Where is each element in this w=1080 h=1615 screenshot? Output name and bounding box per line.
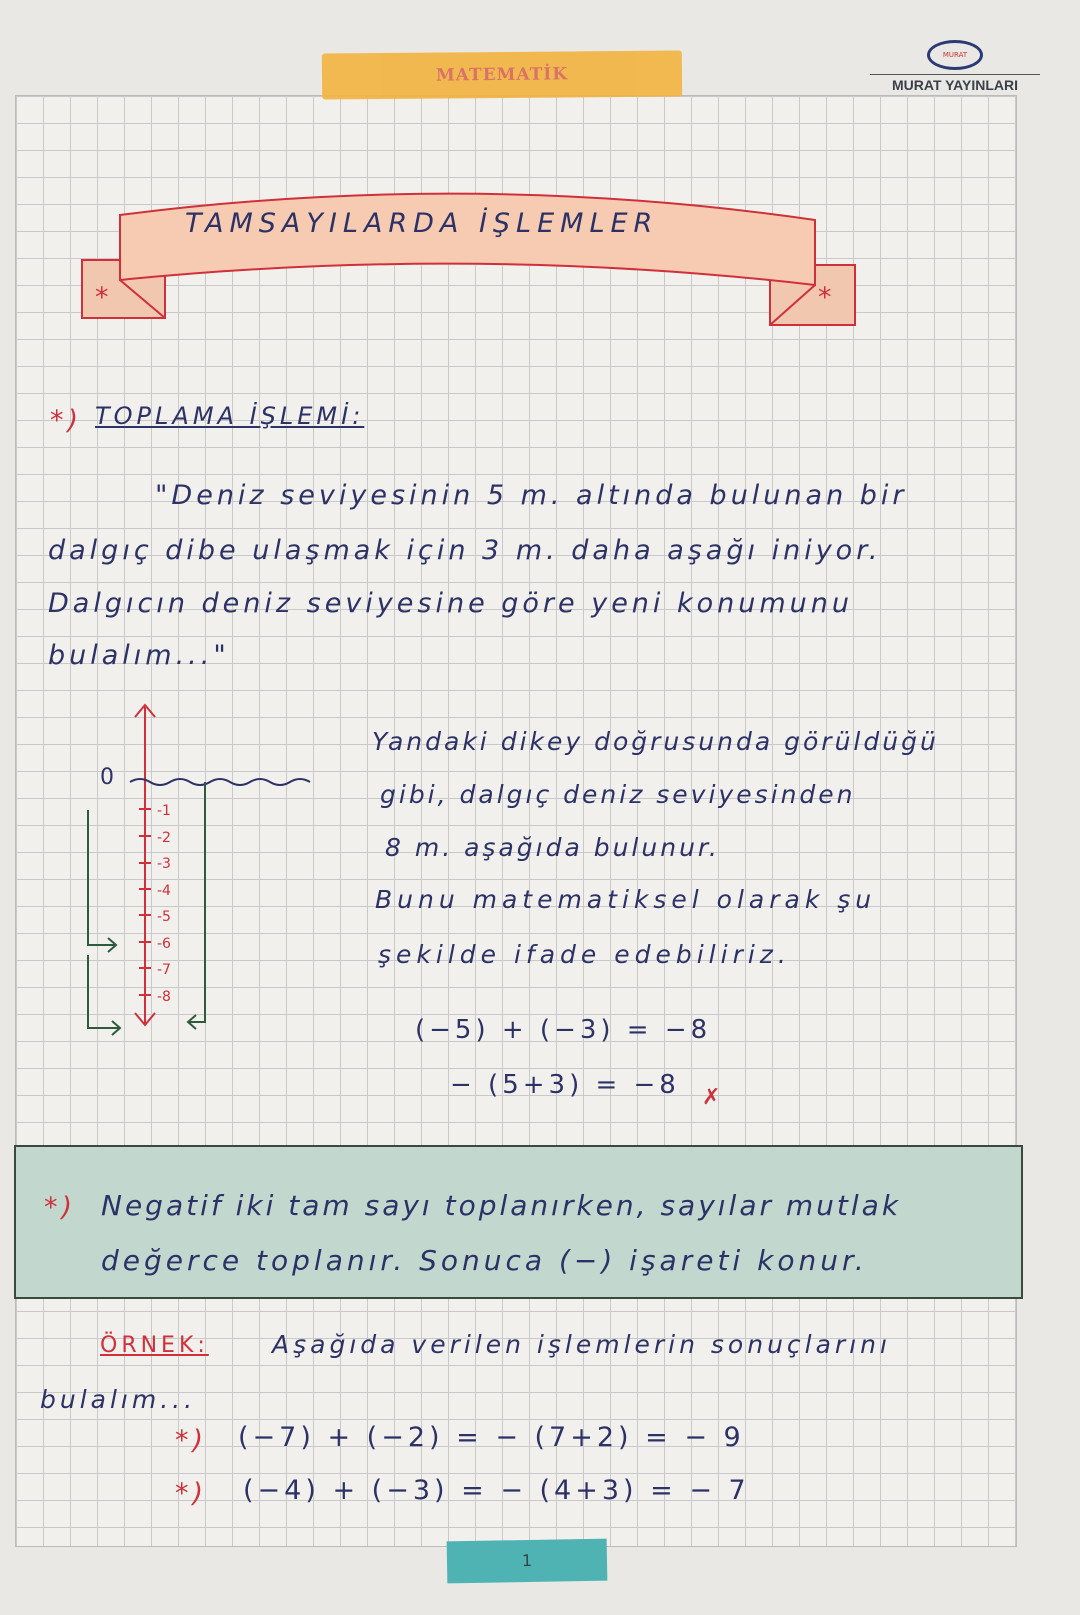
explanation-line-3: 8 m. aşağıda bulunur. bbox=[385, 833, 720, 862]
number-line bbox=[0, 0, 400, 1050]
page-number: 1 bbox=[521, 1550, 533, 1571]
example-bullet: *) bbox=[175, 1478, 208, 1509]
banner-star-left: * bbox=[95, 282, 113, 313]
explanation-line-2: gibi, dalgıç deniz seviyesinden bbox=[380, 780, 856, 809]
tick-label: -6 bbox=[157, 935, 171, 952]
tick-label: -7 bbox=[157, 962, 171, 978]
example-intro-2: bulalım... bbox=[40, 1385, 197, 1414]
example-item-2: (−4) + (−3) = − (4+3) = − 7 bbox=[243, 1475, 750, 1506]
publisher-name: MURAT YAYINLARI bbox=[870, 74, 1040, 93]
problem-line-3: Dalgıcın deniz seviyesine göre yeni konumunu bbox=[48, 588, 854, 619]
problem-line-1: "Deniz seviyesinin 5 m. altında bulunan bir bbox=[155, 480, 908, 511]
check-mark: ✗ bbox=[702, 1085, 725, 1110]
rule-box bbox=[14, 1145, 1023, 1299]
example-bullet: *) bbox=[175, 1425, 208, 1456]
section-bullet: *) bbox=[50, 405, 83, 436]
section-title: TOPLAMA İŞLEMİ: bbox=[95, 402, 365, 430]
rule-line-2: değerce toplanır. Sonuca (−) işareti konur. bbox=[101, 1244, 868, 1277]
tick-label: -2 bbox=[157, 829, 171, 846]
banner-star-right: * bbox=[818, 282, 836, 313]
example-label: ÖRNEK: bbox=[100, 1333, 209, 1358]
explanation-line-4: Bunu matematiksel olarak şu bbox=[375, 885, 877, 914]
explanation-line-5: şekilde ifade edebiliriz. bbox=[378, 940, 791, 969]
example-intro: Aşağıda verilen işlemlerin sonuçlarını bbox=[272, 1330, 891, 1359]
page-number-tape bbox=[447, 1539, 608, 1584]
problem-line-4: bulalım..." bbox=[48, 640, 230, 671]
explanation-line-1: Yandaki dikey doğrusunda görüldüğü bbox=[372, 727, 939, 756]
example-item-1: (−7) + (−2) = − (7+2) = − 9 bbox=[238, 1422, 745, 1453]
rule-bullet: *) bbox=[44, 1192, 77, 1223]
problem-line-2: dalgıç dibe ulaşmak için 3 m. daha aşağı iniyor. bbox=[48, 535, 882, 566]
subject-label: MATEMATİK bbox=[435, 64, 569, 86]
tick-label: -5 bbox=[157, 909, 171, 925]
number-line-zero: 0 bbox=[100, 765, 118, 790]
equation-2: − (5+3) = −8 bbox=[450, 1070, 680, 1100]
tick-label: -1 bbox=[157, 803, 171, 819]
logo-oval: MURAT bbox=[927, 40, 983, 70]
rule-line-1: Negatif iki tam sayı toplanırken, sayılar mutlak bbox=[101, 1189, 902, 1222]
banner-title: TAMSAYILARDA İŞLEMLER bbox=[185, 208, 659, 239]
number-line-labels bbox=[157, 798, 171, 1010]
tick-label: -4 bbox=[157, 882, 171, 899]
tick-label: -3 bbox=[157, 856, 171, 872]
equation-1: (−5) + (−3) = −8 bbox=[415, 1015, 712, 1045]
tick-label: -8 bbox=[157, 988, 171, 1005]
